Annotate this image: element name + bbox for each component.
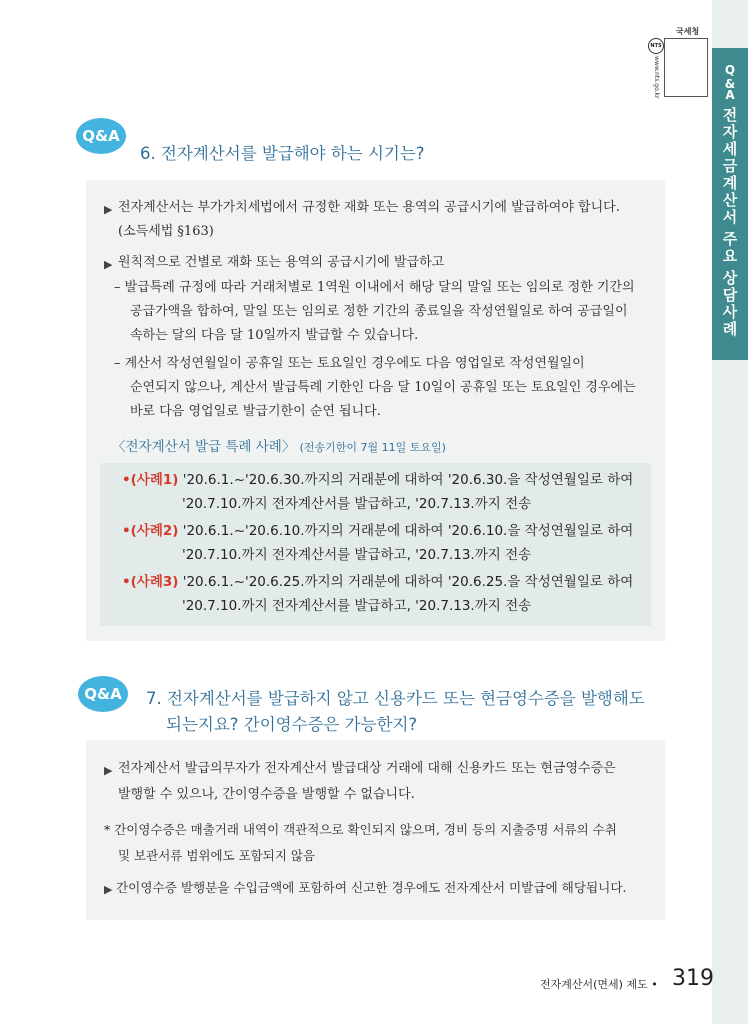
agency-url: www.nts.go.kr <box>653 56 660 99</box>
tab-char: 서 <box>722 208 738 226</box>
tab-char: 주 <box>722 230 738 248</box>
answer-text: 간이영수증 발행분을 수입금액에 포함하여 신고한 경우에도 전자계산서 미발급에 해당됩니다. <box>116 880 627 895</box>
tab-char: Q <box>724 63 736 77</box>
tab-char: 담 <box>722 286 738 304</box>
example-row <box>122 468 633 492</box>
example-row <box>122 570 633 594</box>
qa-badge: Q&A <box>76 118 126 154</box>
question-title: 6. 전자계산서를 발급해야 하는 시기는? <box>140 144 425 163</box>
answer-text: 전자계산서는 부가가치세법에서 규정한 재화 또는 용역의 공급시기에 발급하여야 합니다. <box>118 200 620 215</box>
answer-text: (소득세법 §163) <box>118 224 214 239</box>
answer-text: – 발급특례 규정에 따라 거래처별로 1역원 이내에서 해당 달의 말일 또는 임의로 정한 기간의 <box>114 280 635 295</box>
example-text: '20.6.1.~'20.6.25.까지의 거래분에 대하여 '20.6.25.을 작성연월일로 하여 <box>182 574 634 590</box>
example-label: •(사례1) <box>122 472 179 488</box>
tab-char: 전 <box>722 106 738 124</box>
bullet-triangle-icon: ▶ <box>104 764 113 777</box>
tab-char: 자 <box>722 123 738 141</box>
answer-note: 및 보관서류 범위에도 포함되지 않음 <box>118 848 316 863</box>
example-row <box>122 519 633 543</box>
bullet-triangle-icon: ▶ <box>104 258 113 271</box>
answer-text: 원칙적으로 건별로 재화 또는 용역의 공급시기에 발급하고 <box>118 255 445 270</box>
example-text: '20.7.10.까지 전자계산서를 발급하고, '20.7.13.까지 전송 <box>182 496 532 512</box>
example-label: •(사례3) <box>122 574 179 590</box>
example-text: '20.6.1.~'20.6.10.까지의 거래분에 대하여 '20.6.10.을 작성연월일로 하여 <box>182 523 634 539</box>
nts-logo-icon: NTS <box>648 38 664 54</box>
tab-char: 금 <box>722 157 738 175</box>
tab-char: 상 <box>722 269 738 287</box>
tab-char: 요 <box>722 247 738 265</box>
qa-badge: Q&A <box>78 676 128 712</box>
answer-text: 공급가액을 합하여, 말일 또는 임의로 정한 기간의 종료일을 작성연월일로 하여 공급일이 <box>130 304 628 319</box>
tab-char: 산 <box>722 191 738 209</box>
answer-note: * 간이영수증은 매출거래 내역이 객관적으로 확인되지 않으며, 경비 등의 지출증명 서류의 수취 <box>104 822 617 837</box>
bullet-triangle-icon: ▶ <box>104 203 113 216</box>
tab-char: 례 <box>722 320 738 338</box>
example-title <box>112 435 446 455</box>
example-title-text: 〈전자계산서 발급 특례 사례〉 <box>112 439 296 455</box>
example-text: '20.6.1.~'20.6.30.까지의 거래분에 대하여 '20.6.30.을 작성연월일로 하여 <box>182 472 634 488</box>
question-title: 7. 전자계산서를 발급하지 않고 신용카드 또는 현금영수증을 발행해도 <box>146 689 645 708</box>
tab-char: & <box>724 77 736 91</box>
tab-char: 세 <box>722 140 738 158</box>
chapter-tab <box>712 48 748 360</box>
tab-char: 사 <box>722 303 738 321</box>
answer-text: 속하는 달의 다음 달 10일까지 발급할 수 있습니다. <box>130 328 419 343</box>
example-text: '20.7.10.까지 전자계산서를 발급하고, '20.7.13.까지 전송 <box>182 547 532 563</box>
example-text: '20.7.10.까지 전자계산서를 발급하고, '20.7.13.까지 전송 <box>182 598 532 614</box>
bullet-triangle-icon: ▶ <box>104 883 113 896</box>
answer-text: 발행할 수 있으나, 간이영수증을 발행할 수 없습니다. <box>118 787 415 802</box>
answer-text: 전자계산서 발급의무자가 전자계산서 발급대상 거래에 대해 신용카드 또는 현금영수증은 <box>118 761 616 776</box>
footer-label: 전자계산서(면세) 제도 • <box>540 978 658 991</box>
question-title: 되는지요? 간이영수증은 가능한지? <box>166 715 418 734</box>
tab-char: A <box>725 88 735 102</box>
tab-char: 계 <box>722 174 738 192</box>
example-note: (전송기한이 7월 11일 토요일) <box>299 441 446 454</box>
answer-text: 순연되지 않으나, 계산서 발급특례 기한인 다음 달 10일이 공휴일 또는 토요일인 경우에는 <box>130 380 636 395</box>
logo-box <box>664 38 708 97</box>
page-number: 319 <box>672 966 714 991</box>
example-label: •(사례2) <box>122 523 179 539</box>
answer-text: 바로 다음 영업일로 발급기한이 순연 됩니다. <box>130 404 381 419</box>
answer-text: – 계산서 작성연월일이 공휴일 또는 토요일인 경우에도 다음 영업일로 작성연월일이 <box>114 356 585 371</box>
agency-name: 국세청 <box>676 27 700 36</box>
